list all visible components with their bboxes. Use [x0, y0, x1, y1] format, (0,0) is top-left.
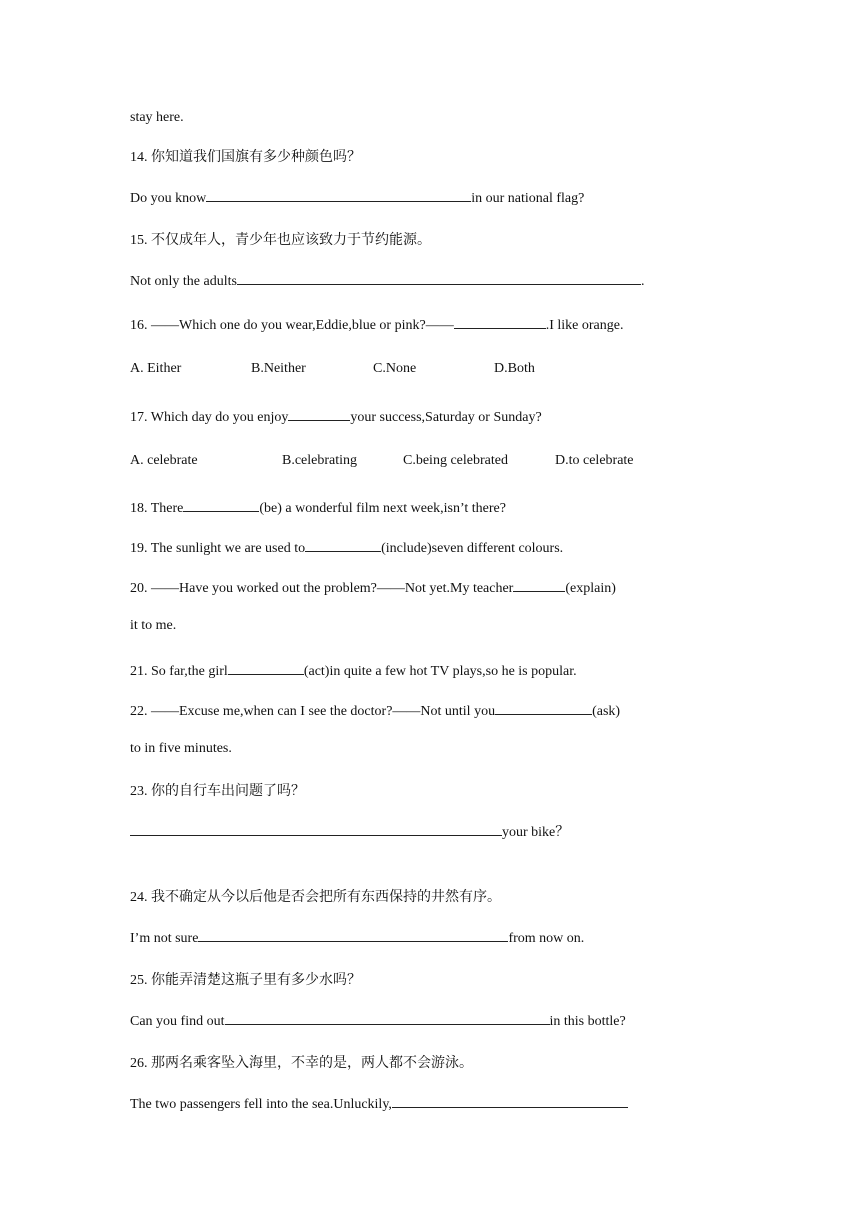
- q25-text-before: Can you find out: [130, 1014, 225, 1029]
- q17-text-after: your success,Saturday or Sunday?: [350, 410, 542, 425]
- line-13-tail: stay here.: [130, 110, 184, 125]
- question-18: [130, 498, 506, 518]
- q15-answer-blank[interactable]: [237, 271, 641, 285]
- q18-text-after: (be) a wonderful film next week,isn’t there?: [259, 501, 506, 516]
- q16-option-d[interactable]: D.Both: [494, 361, 535, 376]
- q16-option-a[interactable]: A. Either: [130, 361, 182, 376]
- q24-answer-blank[interactable]: [198, 928, 508, 942]
- q16-option-b[interactable]: B.Neither: [251, 361, 306, 376]
- q15-text-before: Not only the adults: [130, 274, 237, 289]
- q14-text-before: Do you know: [130, 191, 207, 206]
- q18-text-before: 18. There: [130, 501, 184, 516]
- q17-option-c[interactable]: C.being celebrated: [403, 453, 508, 468]
- question-25-english: [130, 1011, 626, 1031]
- q22-text-before: 22. ——Excuse me,when can I see the doctor?——Not until you: [130, 704, 496, 719]
- q14-text-after: in our national flag?: [471, 191, 585, 206]
- question-16: [130, 315, 623, 335]
- question-15-english: [130, 271, 644, 291]
- q20-answer-blank[interactable]: [513, 578, 565, 592]
- question-19: [130, 538, 563, 558]
- question-23-english: [130, 822, 569, 842]
- question-14-chinese: 14. 你知道我们国旗有多少种颜色吗？: [130, 150, 361, 165]
- question-14-english: [130, 188, 584, 208]
- q24-text-before: I’m not sure: [130, 931, 199, 946]
- question-17: [130, 407, 542, 427]
- question-15-chinese: 15. 不仅成年人，青少年也应该致力于节约能源。: [130, 233, 431, 248]
- q20-text-after: (explain): [565, 581, 616, 596]
- q22-text-after: (ask): [592, 704, 621, 719]
- question-26-chinese: 26. 那两名乘客坠入海里，不幸的是，两人都不会游泳。: [130, 1056, 473, 1071]
- q24-text-after: from now on.: [508, 931, 585, 946]
- q17-answer-blank[interactable]: [288, 407, 350, 421]
- question-23-chinese: 23. 你的自行车出问题了吗？: [130, 784, 305, 799]
- question-16-options: [0, 361, 860, 381]
- q19-text-before: 19. The sunlight we are used to: [130, 541, 306, 556]
- q16-answer-blank[interactable]: [454, 315, 546, 329]
- question-20-continued: it to me.: [130, 618, 177, 633]
- question-25-chinese: 25. 你能弄清楚这瓶子里有多少水吗？: [130, 973, 361, 988]
- q18-answer-blank[interactable]: [183, 498, 259, 512]
- q26-text-before: The two passengers fell into the sea.Unluckily,: [130, 1097, 392, 1112]
- q23-answer-blank[interactable]: [130, 822, 502, 836]
- question-22: [130, 701, 620, 721]
- q17-option-b[interactable]: B.celebrating: [282, 453, 358, 468]
- question-24-chinese: 24. 我不确定从今以后他是否会把所有东西保持的井然有序。: [130, 890, 501, 905]
- q20-text-before: 20. ——Have you worked out the problem?——Not yet.My teacher: [130, 581, 514, 596]
- q25-answer-blank[interactable]: [225, 1011, 550, 1025]
- q23-text-after: your bike？: [502, 825, 570, 840]
- question-24-english: [130, 928, 584, 948]
- q17-option-d[interactable]: D.to celebrate: [555, 453, 634, 468]
- question-26-english: [130, 1094, 628, 1114]
- question-20: [130, 578, 616, 598]
- q16-text-before: 16. ——Which one do you wear,Eddie,blue or pink?——: [130, 318, 454, 333]
- q17-text-before: 17. Which day do you enjoy: [130, 410, 289, 425]
- question-21: [130, 661, 577, 681]
- q16-option-c[interactable]: C.None: [373, 361, 417, 376]
- q25-text-after: in this bottle?: [549, 1014, 626, 1029]
- q16-text-after: .I like orange.: [545, 318, 624, 333]
- q21-text-before: 21. So far,the girl: [130, 664, 228, 679]
- question-22-continued: to in five minutes.: [130, 741, 232, 756]
- q21-answer-blank[interactable]: [228, 661, 304, 675]
- q22-answer-blank[interactable]: [495, 701, 592, 715]
- question-17-options: [0, 453, 860, 473]
- q14-answer-blank[interactable]: [206, 188, 471, 202]
- q19-answer-blank[interactable]: [305, 538, 381, 552]
- q19-text-after: (include)seven different colours.: [381, 541, 564, 556]
- q15-text-after: .: [640, 274, 645, 289]
- q26-answer-blank[interactable]: [392, 1094, 628, 1108]
- q17-option-a[interactable]: A. celebrate: [130, 453, 198, 468]
- q21-text-after: (act)in quite a few hot TV plays,so he is popular.: [303, 664, 577, 679]
